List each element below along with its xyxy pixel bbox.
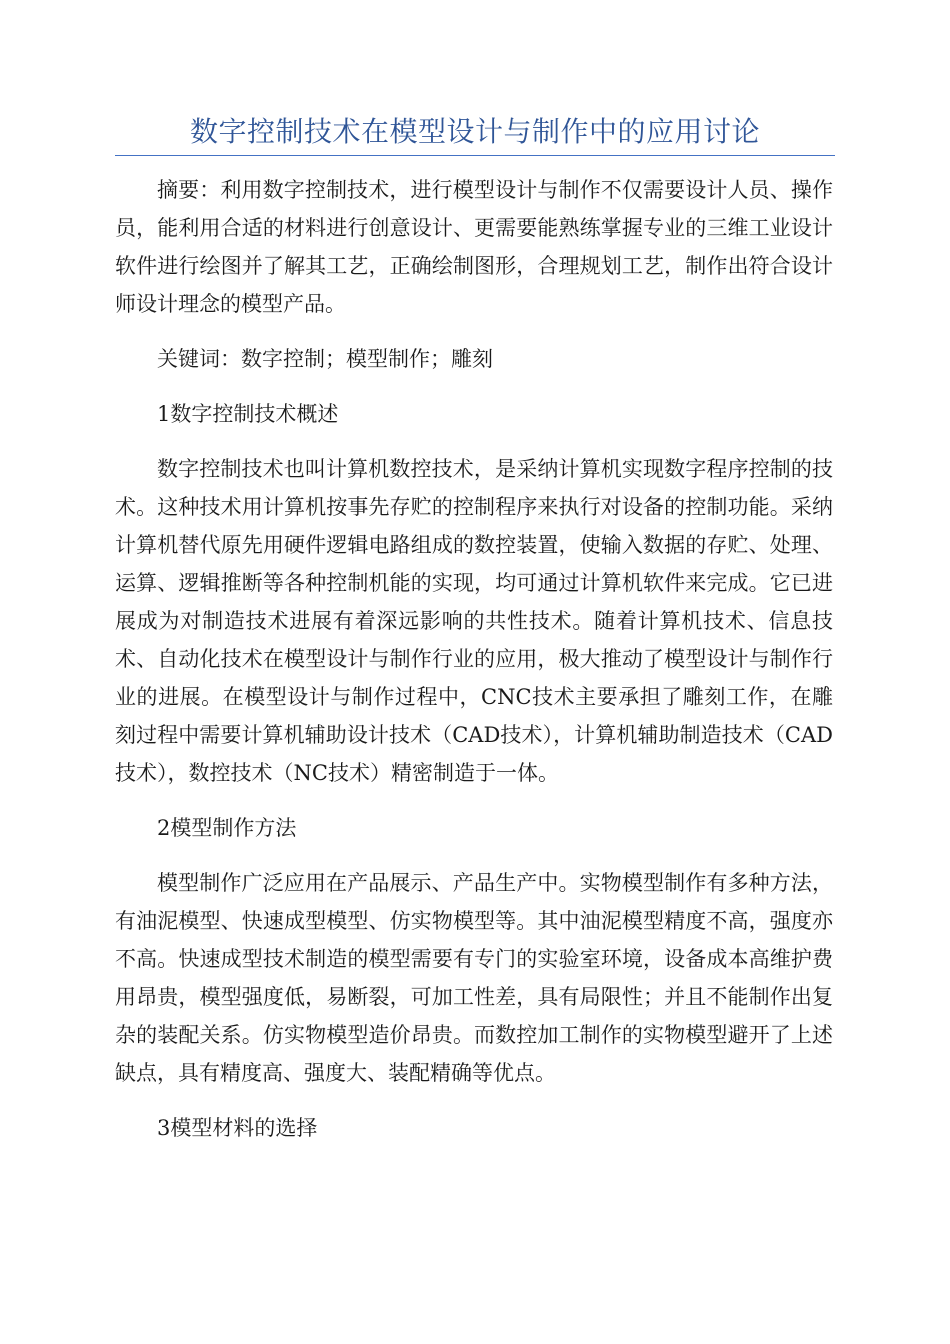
section-2-heading: 2模型制作方法	[157, 816, 297, 840]
section-1-heading: 1数字控制技术概述	[157, 402, 339, 426]
section-1-paragraph: 数字控制技术也叫计算机数控技术，是采纳计算机实现数字程序控制的技术。这种技术用计算机按事先存贮的控制程序来执行对设备的控制功能。采纳计算机替代原先用硬件逻辑电路组成的数控装置，使输入数据的存贮、处理、运算、逻辑推断等各种控制机能的实现，均可通过计算机软件来完成。它已进展成为对制造技术进展有着深远影响的共性技术。随着计算机技术、信息技术、自动化技术在模型设计与制作行业的应用，极大推动了模型设计与制作行业的进展。在模型设计与制作过程中，CNC技术主要承担了雕刻工作，在雕刻过程中需要计算机辅助设计技术（CAD技术），计算机辅助制造技术（CAD技术），数控技术（NC技术）精密制造于一体。	[115, 457, 833, 785]
section-3-heading: 3模型材料的选择	[157, 1116, 318, 1140]
abstract-paragraph: 摘要：利用数字控制技术，进行模型设计与制作不仅需要设计人员、操作员，能利用合适的材料进行创意设计、更需要能熟练掌握专业的三维工业设计软件进行绘图并了解其工艺，正确绘制图形，合理规划工艺，制作出符合设计师设计理念的模型产品。	[115, 178, 833, 316]
document-title: 数字控制技术在模型设计与制作中的应用讨论	[189, 115, 760, 148]
document-body	[115, 171, 833, 1164]
section-2-paragraph: 模型制作广泛应用在产品展示、产品生产中。实物模型制作有多种方法，有油泥模型、快速成型模型、仿实物模型等。其中油泥模型精度不高，强度亦不高。快速成型技术制造的模型需要有专门的实验室环境，设备成本高维护费用昂贵，模型强度低，易断裂，可加工性差，具有局限性；并且不能制作出复杂的装配关系。仿实物模型造价昂贵。而数控加工制作的实物模型避开了上述缺点，具有精度高、强度大、装配精确等优点。	[115, 871, 833, 1085]
title-underline	[115, 155, 835, 156]
keywords-line: 关键词：数字控制；模型制作；雕刻	[157, 347, 493, 371]
